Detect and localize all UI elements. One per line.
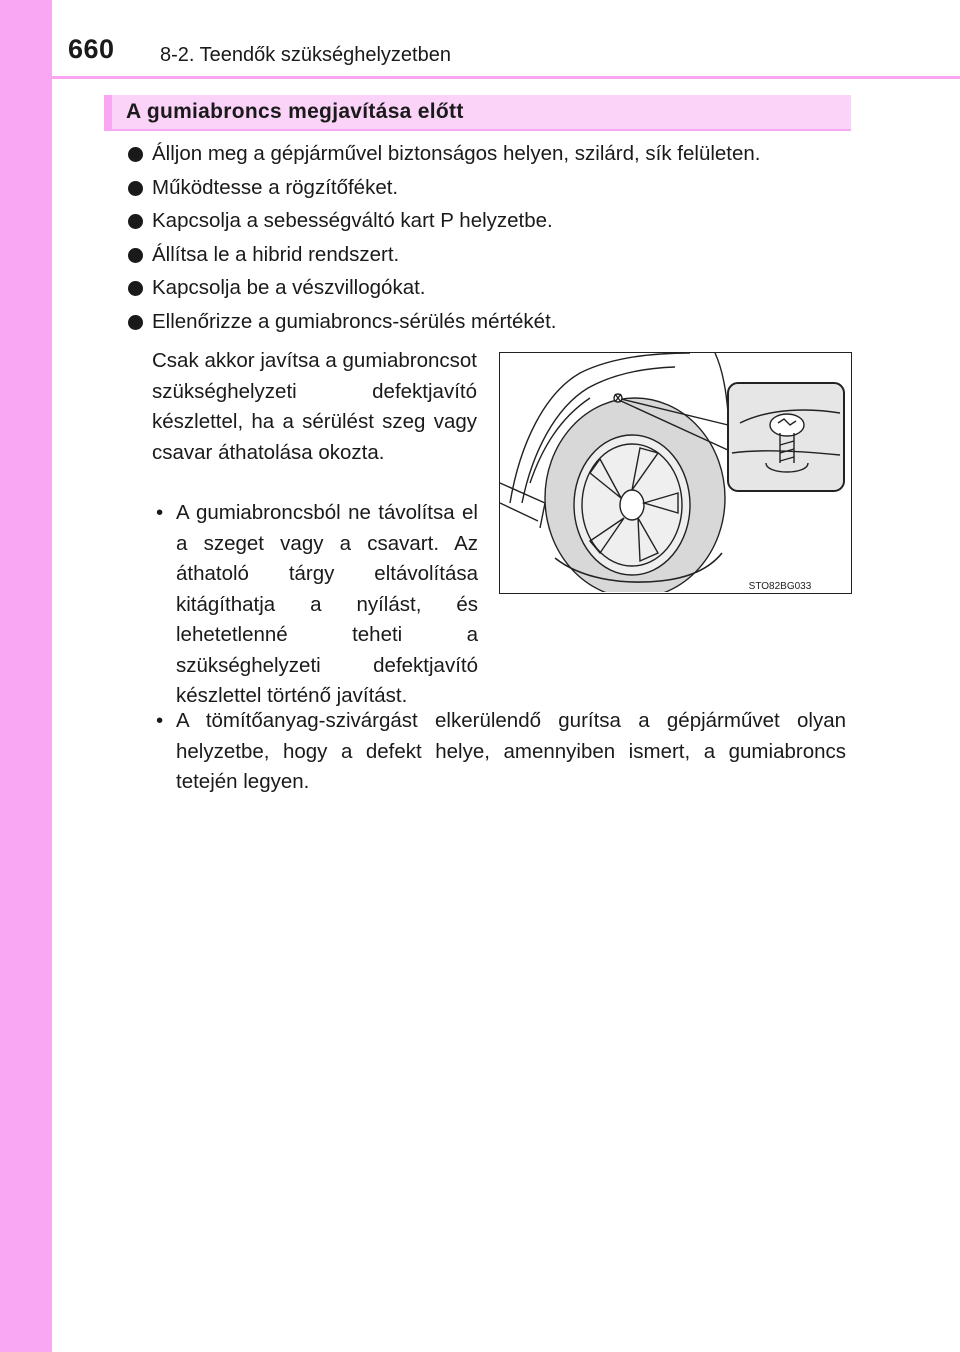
bullet-item [124, 241, 854, 275]
header-rule [52, 76, 960, 79]
bullet-dot-icon [128, 147, 143, 162]
bullet-text: Álljon meg a gépjárművel biztonságos helyen, szilárd, sík felületen. [152, 142, 761, 165]
bullet-dot-icon [128, 214, 143, 229]
bullet-text: Kapcsolja a sebességváltó kart P helyzetbe. [152, 209, 553, 232]
note-subitem-text: A tömítőanyag-szivárgást elkerülendő gurítsa a gépjárművet olyan helyzetbe, hogy a defekt helye, amennyiben ismert, a gumiabroncs tetején legyen. [176, 709, 846, 793]
bullet-text: Állítsa le a hibrid rendszert. [152, 242, 400, 266]
figure-code: STO82BG033 [748, 581, 812, 592]
tire-puncture-illustration [500, 353, 850, 592]
side-color-band [0, 0, 52, 1352]
bullet-dot-icon [128, 281, 143, 296]
bullet-dot-icon [128, 248, 143, 263]
bullet-dot-icon [128, 181, 143, 196]
note-paragraph: Csak akkor javítsa a gumiabroncsot szükséghelyzeti defektjavító készlettel, ha a sérülést szeg vagy csavar áthatolása okozta. [152, 349, 477, 464]
tire-puncture-figure [499, 352, 852, 594]
note-subitem [156, 706, 846, 798]
bullet-item [124, 308, 854, 342]
small-bullet-icon: • [156, 501, 164, 524]
small-bullet-icon: • [156, 709, 164, 732]
bullet-dot-icon [128, 315, 143, 330]
bullet-text: Ellenőrizze a gumiabroncs-sérülés mértékét. [152, 309, 557, 333]
bullet-item [124, 274, 854, 308]
section-header [104, 95, 851, 131]
bullet-item [124, 174, 854, 208]
section-title: A gumiabroncs megjavítása előtt [126, 100, 464, 123]
page-number: 660 [68, 34, 115, 64]
bullet-list [124, 140, 854, 341]
bullet-item [124, 140, 854, 174]
note-subitem [156, 498, 478, 712]
note-subitem-text: A gumiabroncsból ne távolítsa el a szeget vagy a csavart. Az áthatoló tárgy eltávolítása kitágíthatja a nyílást, és lehetetlenné teheti a szükséghelyzeti defektjavító készlettel történő javítást. [176, 501, 478, 707]
chapter-title: 8-2. Teendők szükséghelyzetben [160, 44, 451, 66]
bullet-text: Működtesse a rögzítőféket. [152, 175, 399, 199]
bullet-text: Kapcsolja be a vészvillogókat. [152, 276, 426, 299]
bullet-item [124, 207, 854, 241]
